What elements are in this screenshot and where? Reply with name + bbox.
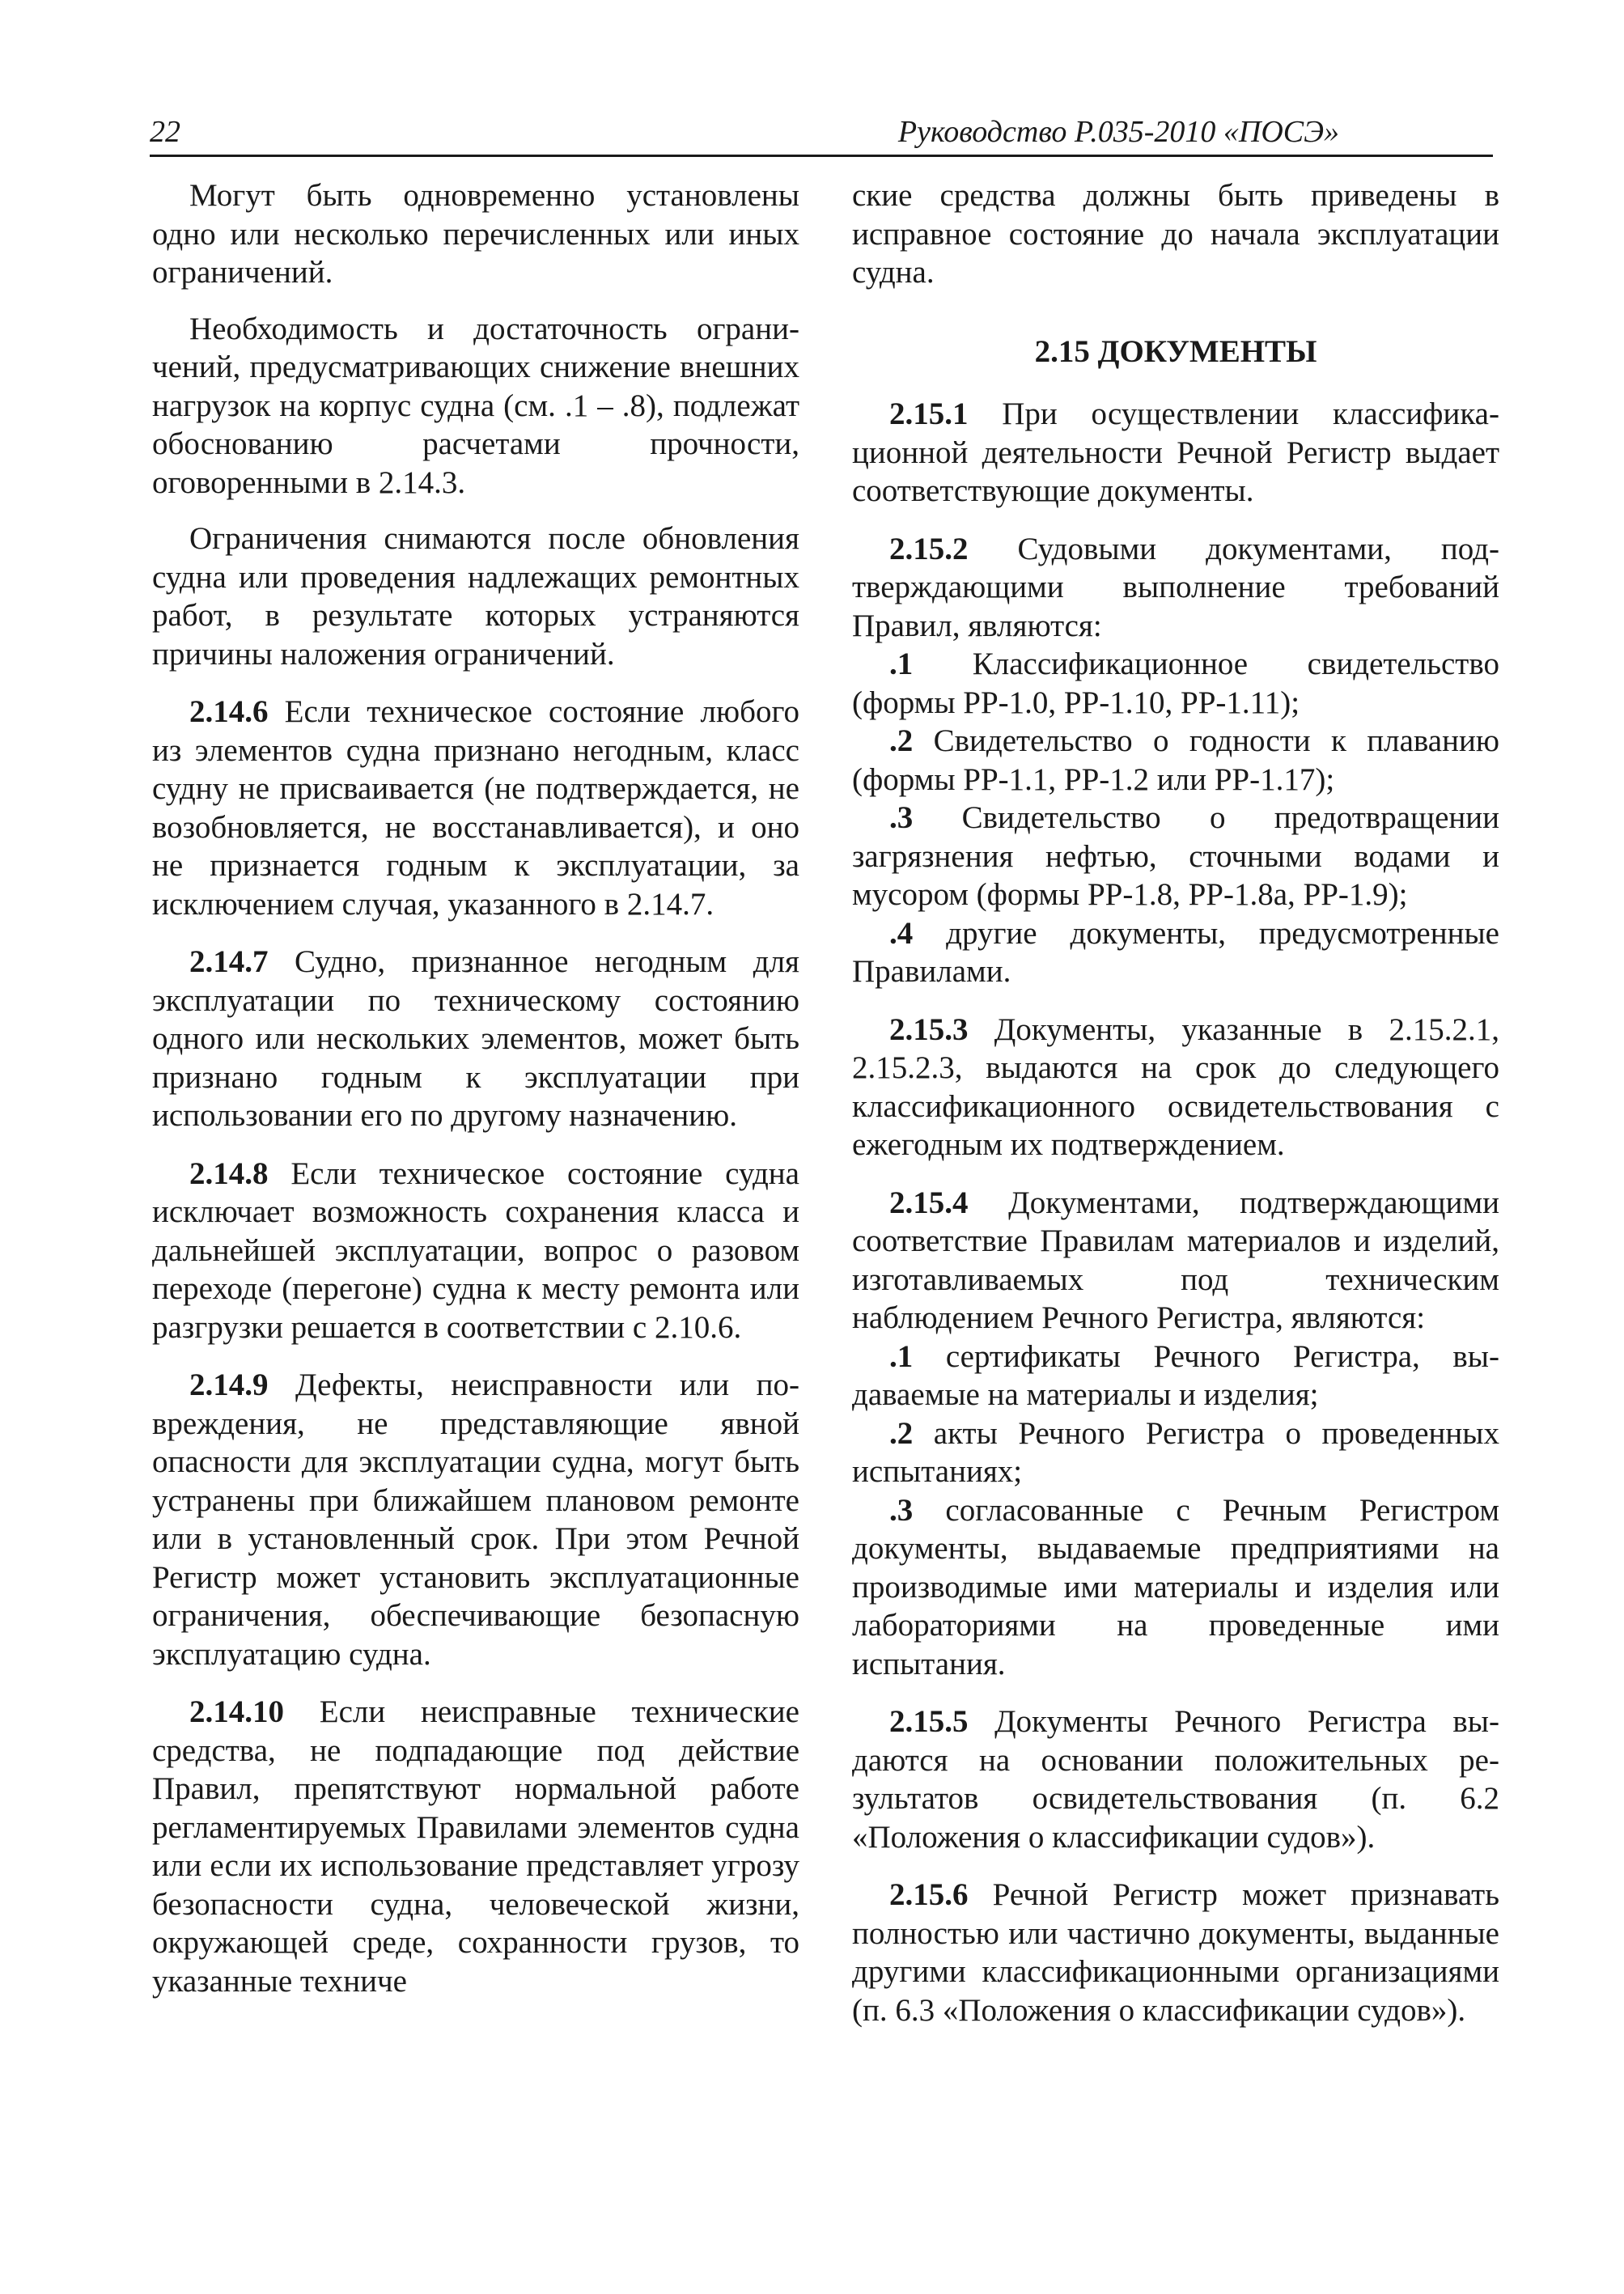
list-item-number: .4 bbox=[889, 915, 914, 951]
list-item-number: .2 bbox=[889, 723, 914, 758]
list-item bbox=[852, 799, 1499, 914]
clause-number: 2.15.1 bbox=[889, 396, 969, 431]
list-item bbox=[852, 1338, 1499, 1414]
list-item-text: Свидетельство о годности к плаванию (формы РР-1.1, РР-1.2 или РР-1.17); bbox=[852, 723, 1499, 797]
page-header bbox=[150, 112, 1493, 157]
paragraph bbox=[152, 176, 799, 292]
running-title: Руководство Р.035-2010 «ПОСЭ» bbox=[897, 115, 1339, 149]
clause-text: Судно, признанное негодным для эксплуатации по техническому состоянию одного или нескольких элементов, может быть признано годным к эксплуатации при использовании его по другому назначению. bbox=[152, 944, 799, 1133]
clause-text: Документы, указанные в 2.15.2.1, 2.15.2.3, выдаются на срок до следующего классификационного освидетельствования с ежегодным их подтверждением. bbox=[852, 1011, 1499, 1162]
list-item-number: .1 bbox=[889, 647, 914, 681]
clause-2-15-4 bbox=[852, 1184, 1499, 1338]
clause-2-15-3 bbox=[852, 1011, 1499, 1164]
paragraph-text: Необходимость и достаточность ограничений, предусматривающих снижение внешних нагрузок на корпус судна (см. .1 – .8), подлежат обоснованию расчетами прочности, оговоренными в 2.14.3. bbox=[152, 311, 799, 500]
list-item-text: акты Речного Регистра о проведенных испытаниях; bbox=[852, 1415, 1499, 1489]
clause-text: Дефекты, неисправности или повреждения, не представляющие явной опасности для эксплуатации судна, могут быть устранены при ближайшем плановом ремонте или в установленный срок. При этом Речной Регистр может установить эксплуатационные ограничения, обеспечивающие безопасную эксплуатацию судна. bbox=[152, 1367, 799, 1672]
list-item-number: .3 bbox=[889, 1492, 914, 1528]
clause-2-15-1 bbox=[852, 395, 1499, 511]
list-item bbox=[852, 722, 1499, 799]
list-item-text: согласованные с Речным Регистром документы, выдаваемые предприятиями на производимые ими материалы и изделия или лабораториями на проведенные ими испытания. bbox=[852, 1492, 1499, 1681]
clause-2-15-5 bbox=[852, 1702, 1499, 1856]
clause-text: Если техническое состояние любого из элементов судна признано негодным, класс судну не присваивается (не подтверждается, не возобновляется, не восстанавливается), и оно не признается годным к эксплуатации, за исключением случая, указанного в 2.14.7. bbox=[152, 694, 799, 922]
clause-2-15-6 bbox=[852, 1876, 1499, 2029]
list-item bbox=[852, 1491, 1499, 1684]
clause-number: 2.14.10 bbox=[189, 1694, 284, 1729]
clause-number: 2.14.6 bbox=[189, 694, 269, 729]
clause-number: 2.15.5 bbox=[889, 1704, 969, 1739]
list-item-number: .2 bbox=[889, 1415, 914, 1451]
clause-text: Если техническое состояние судна исключает возможность сохранения класса и дальнейшей эксплуатации, вопрос о разовом переходе (перегоне) судна к месту ремонта или разгрузки решается в соответствии с 2.10.6. bbox=[152, 1155, 799, 1345]
list-item-text: Классификационное свидетельство (формы РР-1.0, РР-1.10, РР-1.11); bbox=[852, 647, 1499, 720]
list-item-number: .3 bbox=[889, 800, 914, 835]
section-heading: 2.15 ДОКУМЕНТЫ bbox=[1034, 333, 1317, 369]
clause-2-14-6 bbox=[152, 693, 799, 923]
clause-2-14-10 bbox=[152, 1693, 799, 2000]
list-item-text: другие документы, предусмотренные Правилами. bbox=[852, 915, 1499, 989]
list-item-text: сертификаты Речного Регистра, выдаваемые на материалы и изделия; bbox=[852, 1338, 1499, 1412]
paragraph-text: Могут быть одновременно установлены одно или несколько перечисленных или иных ограничений. bbox=[152, 178, 799, 290]
list-item-number: .1 bbox=[889, 1338, 914, 1374]
clause-2-14-9 bbox=[152, 1366, 799, 1673]
list-item bbox=[852, 645, 1499, 722]
paragraph bbox=[152, 519, 799, 673]
clause-text: Речной Регистр может признавать полностью или частично документы, выданные другими классификационными организациями (п. 6.3 «Положения о классификации судов»). bbox=[852, 1877, 1499, 2028]
clause-number: 2.15.4 bbox=[889, 1185, 969, 1220]
clause-number: 2.14.9 bbox=[189, 1367, 269, 1402]
clause-2-14-8 bbox=[152, 1155, 799, 1347]
clause-text: Документы Речного Регистра выдаются на основании положительных результатов освидетельствования (п. 6.2 «Положения о классификации судов»). bbox=[852, 1704, 1499, 1855]
page-number: 22 bbox=[150, 115, 180, 149]
clause-number: 2.15.6 bbox=[889, 1877, 969, 1912]
clause-text: При осуществлении классификационной деятельности Речной Регистр выдает соответствующие документы. bbox=[852, 396, 1499, 508]
list-item-text: Свидетельство о предотвращении загрязнения нефтью, сточными водами и мусором (формы РР-1.8, РР-1.8а, РР-1.9); bbox=[852, 800, 1499, 912]
list-item bbox=[852, 1414, 1499, 1491]
paragraph-text: ские средства должны быть приведены в исправное состояние до начала эксплуатации судна. bbox=[852, 178, 1499, 290]
list-item bbox=[852, 914, 1499, 991]
right-column bbox=[852, 176, 1499, 2029]
left-column bbox=[152, 176, 799, 2000]
continued-paragraph bbox=[852, 176, 1499, 292]
clause-number: 2.14.7 bbox=[189, 944, 269, 979]
paragraph bbox=[152, 310, 799, 502]
paragraph-text: Ограничения снимаются после обновления судна или проведения надлежащих ремонтных работ, в результате которых устраняются причины наложения ограничений. bbox=[152, 521, 799, 672]
clause-text: Если неисправные технические средства, не подпадающие под действие Правил, препятствуют нормальной работе регламентируемых Правилами элементов судна или если их использование представляет угрозу безопасности судна, человеческой жизни, окружающей среде, сохранности грузов, то указанные техниче bbox=[152, 1694, 799, 1999]
clause-2-14-7 bbox=[152, 943, 799, 1135]
clause-2-15-2 bbox=[852, 530, 1499, 646]
clause-number: 2.15.2 bbox=[889, 531, 969, 566]
clause-text: Документами, подтверждающими соответствие Правилам материалов и изделий, изготавливаемых под техническим наблюдением Речного Регистра, являются: bbox=[852, 1185, 1499, 1335]
clause-number: 2.14.8 bbox=[189, 1155, 269, 1191]
clause-number: 2.15.3 bbox=[889, 1011, 969, 1047]
clause-text: Судовыми документами, подтверждающими выполнение требований Правил, являются: bbox=[852, 531, 1499, 643]
